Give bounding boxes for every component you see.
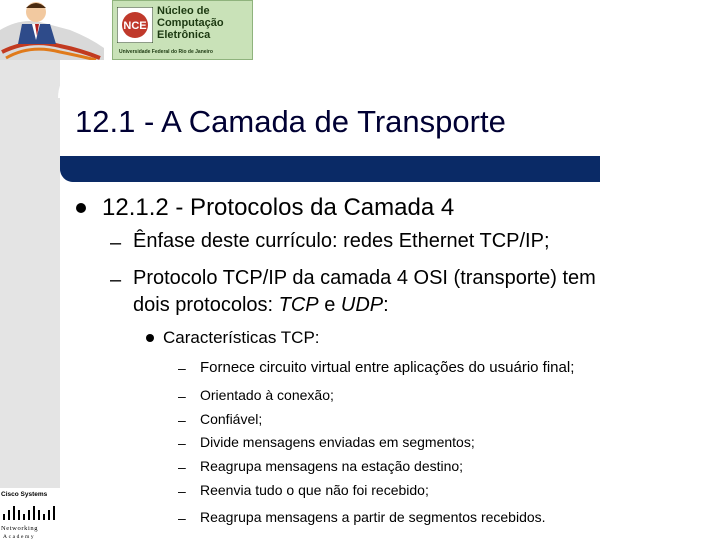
- dash-marker: –: [178, 483, 186, 499]
- level4-item: Confiável;: [200, 411, 263, 427]
- networking-text: Networking: [1, 525, 39, 532]
- level4-item: Orientado à conexão;: [200, 387, 334, 403]
- dash-marker: –: [110, 232, 122, 254]
- level4-item: Divide mensagens enviadas em segmentos;: [200, 434, 475, 450]
- nce-logo-line-1: Núcleo de: [157, 5, 210, 17]
- level1-heading: 12.1.2 - Protocolos da Camada 4: [102, 194, 455, 221]
- nce-mark-icon: [117, 7, 153, 43]
- academy-text: Academy: [3, 534, 36, 540]
- bullet-icon: [146, 334, 154, 342]
- nce-logo-line-2: Computação: [157, 17, 224, 29]
- nce-logo: [112, 0, 253, 60]
- cisco-systems-text: Cisco Systems: [1, 491, 48, 498]
- text-segment: e: [318, 294, 341, 316]
- tcp-term: TCP: [278, 294, 319, 316]
- dash-marker: –: [178, 459, 186, 475]
- level3-heading: Características TCP:: [163, 328, 320, 347]
- level2-item-continuation: [133, 294, 389, 317]
- level2-item: Ênfase deste currículo: redes Ethernet TCP/IP;: [133, 230, 550, 252]
- level2-item: Protocolo TCP/IP da camada 4 OSI (transporte) tem: [133, 267, 596, 289]
- nce-logo-line-3: Eletrônica: [157, 29, 211, 41]
- dash-marker: –: [178, 360, 186, 376]
- dash-marker: –: [178, 510, 186, 526]
- level4-item: Reagrupa mensagens a partir de segmentos recebidos.: [200, 509, 546, 525]
- level4-item: Reenvia tudo o que não foi recebido;: [200, 482, 429, 498]
- cartoon-figure-icon: [0, 0, 110, 60]
- corner-curve: [58, 58, 98, 98]
- left-band: [0, 60, 60, 540]
- bullet-icon: [76, 203, 86, 213]
- dash-marker: –: [178, 435, 186, 451]
- dash-marker: –: [110, 269, 122, 291]
- udp-term: UDP: [340, 294, 384, 316]
- nce-logo-text: [157, 5, 224, 41]
- level4-item: Reagrupa mensagens na estação destino;: [200, 458, 464, 474]
- text-segment: dois protocolos:: [133, 294, 279, 316]
- level4-item: Fornece circuito virtual entre aplicações do usuário final;: [200, 359, 575, 376]
- nce-mark-text: NCE: [123, 20, 147, 32]
- cisco-academy-logo: [0, 488, 62, 540]
- dash-marker: –: [178, 412, 186, 428]
- page-title: 12.1 - A Camada de Transporte: [75, 104, 506, 139]
- nce-logo-subtitle: Universidade Federal do Rio de Janeiro: [119, 49, 213, 55]
- dash-marker: –: [178, 388, 186, 404]
- title-underline-bar: [60, 156, 600, 182]
- text-segment: :: [383, 294, 389, 316]
